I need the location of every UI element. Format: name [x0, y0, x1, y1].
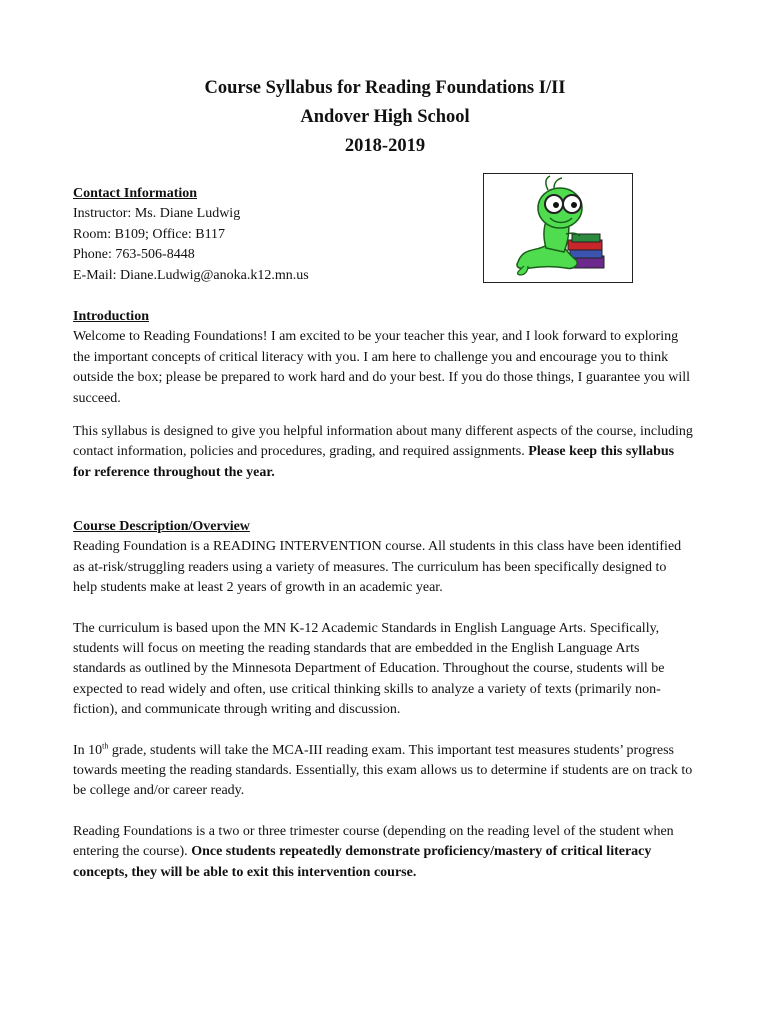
- course-overview-section: [73, 517, 693, 883]
- document-title: [0, 74, 770, 161]
- email-line: E-Mail: Diane.Ludwig@anoka.k12.mn.us: [73, 267, 309, 283]
- introduction-paragraph-2: [73, 422, 693, 483]
- bookworm-clipart-frame: [483, 173, 633, 283]
- phone-line: Phone: 763-506-8448: [73, 247, 195, 263]
- bookworm-icon: [484, 174, 632, 282]
- title-line-2: Andover High School: [300, 107, 470, 127]
- room-line: Room: B109; Office: B117: [73, 226, 226, 242]
- introduction-section: [73, 307, 693, 483]
- overview-paragraph-2: The curriculum is based upon the MN K-12 Academic Standards in English Language Arts. Specifically, students will focus on meeting the reading standards that are embedded in the English Language Arts standards as outlined by the Minnesota Department of Education. Throughout the course, students will be expected to read widely and often, use critical thinking skills to analyze a variety of texts (primarily non-fiction), and communicate through writing and discussion.: [73, 620, 665, 718]
- introduction-heading: Introduction: [73, 309, 149, 324]
- introduction-paragraph-1: Welcome to Reading Foundations! I am excited to be your teacher this year, and I look forward to exploring the important concepts of critical literacy with you. I am here to challenge you and encourage you to think outside the box; please be prepared to work hard and do your best. If you do those things, I guarantee you will succeed.: [73, 329, 691, 406]
- contact-information: [73, 184, 309, 286]
- overview-paragraph-1: Reading Foundation is a READING INTERVENTION course. All students in this class have been identified as at-risk/struggling readers using a variety of measures. The curriculum has been specifically designed to help students make at least 2 years of growth in an academic year.: [73, 539, 682, 596]
- overview-paragraph-3-start: In 10: [73, 742, 103, 758]
- contact-heading: Contact Information: [73, 186, 198, 201]
- introduction-paragraph-2-bold: Please keep this syllabus for reference throughout the year.: [73, 444, 675, 480]
- introduction-paragraph-2-text: This syllabus is designed to give you helpful information about many different aspects of the course, including contact information, policies and procedures, grading, and required assignments.: [73, 424, 693, 460]
- title-line-1: Course Syllabus for Reading Foundations I/II: [204, 78, 566, 98]
- instructor-line: Instructor: Ms. Diane Ludwig: [73, 206, 241, 222]
- overview-heading: Course Description/Overview: [73, 519, 250, 534]
- overview-paragraph-3: [73, 741, 693, 802]
- title-line-3: 2018-2019: [344, 136, 426, 156]
- overview-paragraph-3-rest: grade, students will take the MCA-III reading exam. This important test measures students’ progress towards meeting the reading standards. Essentially, this exam allows us to determine if students are on track to be college and/or career ready.: [73, 742, 693, 799]
- overview-paragraph-4: [73, 822, 693, 883]
- overview-paragraph-4-bold: Once students repeatedly demonstrate proficiency/mastery of critical literacy concepts, they will be able to exit this intervention course.: [73, 844, 652, 880]
- overview-paragraph-4-text: Reading Foundations is a two or three trimester course (depending on the reading level of the student when entering the course).: [73, 823, 674, 860]
- ordinal-superscript: th: [102, 741, 109, 750]
